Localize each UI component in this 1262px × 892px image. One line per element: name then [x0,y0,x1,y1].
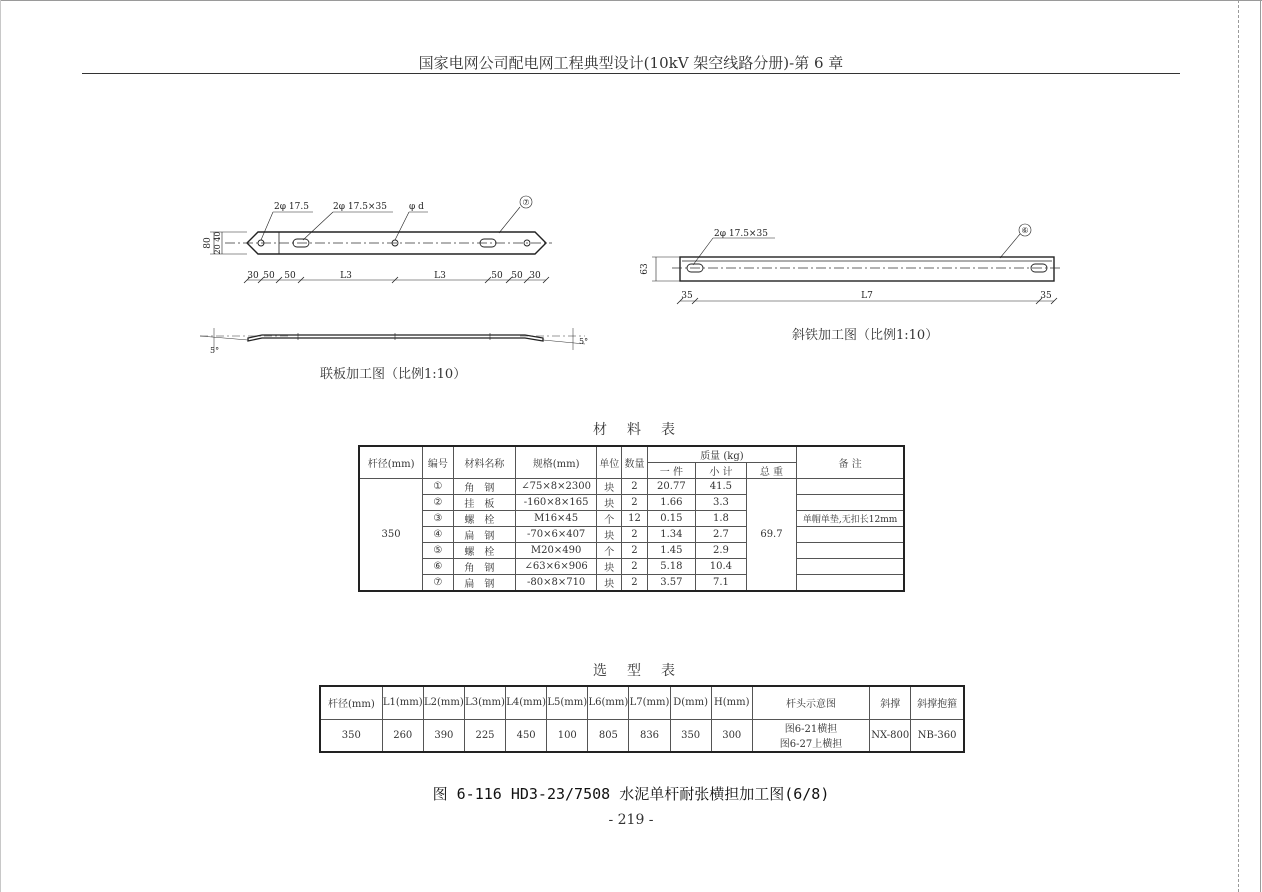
pole-dia-value: 350 [359,479,423,592]
angle-right: 5° [579,337,589,346]
dim-35-right: 35 [1040,291,1052,301]
cell-no: ① [423,479,453,495]
selection-header-row [320,686,964,719]
cell-name: 螺栓 [453,511,516,527]
value-cell: 225 [464,719,505,752]
header-cell: L3(mm) [464,686,505,719]
cell-each: 0.15 [647,511,696,527]
value-cell: 350 [320,719,382,752]
hole-label-2: 2φ 17.5×35 [333,202,387,212]
cell-spec: ∠63×6×906 [516,559,597,575]
header-cell: L2(mm) [423,686,464,719]
cell-sub: 41.5 [696,479,747,495]
cell-no: ⑦ [423,575,453,592]
cell-unit: 块 [597,479,622,495]
selection-table [319,685,965,753]
cell-no: ⑤ [423,543,453,559]
pole-head-cell [752,719,869,752]
value-cell: 390 [423,719,464,752]
header-subtotal: 小 计 [696,463,747,479]
cell-sub: 3.3 [696,495,747,511]
brace-clamp-cell: NB-360 [911,719,964,752]
header-unit: 单位 [597,446,622,479]
table-row [359,543,904,559]
dim-35-left: 35 [681,291,693,301]
cell-name: 扁钢 [453,575,516,592]
cell-no: ③ [423,511,453,527]
cell-name: 角钢 [453,479,516,495]
header-cell: H(mm) [711,686,752,719]
angle-left: 5° [210,346,220,355]
cell-sub: 2.9 [696,543,747,559]
cell-spec: -80×8×710 [516,575,597,592]
cell-no: ② [423,495,453,511]
cell-name: 挂板 [453,495,516,511]
cell-remark [797,527,904,543]
pole-head-line-1: 图6-21横担 [784,724,838,736]
value-cell: 300 [711,719,752,752]
cell-each: 1.45 [647,543,696,559]
cell-no: ⑥ [423,559,453,575]
cell-spec: M20×490 [516,543,597,559]
cell-spec: -160×8×165 [516,495,597,511]
cell-remark [797,543,904,559]
header-total: 总 重 [746,463,797,479]
dim-l3-left: L3 [340,271,352,281]
header-cell: 杆径(mm) [320,686,382,719]
table-row [359,511,904,527]
header-cell: L7(mm) [629,686,670,719]
value-cell: 260 [382,719,423,752]
figure-title: 图 6-116 HD3-23/7508 水泥单杆耐张横担加工图(6/8) [432,785,830,803]
table-row [359,527,904,543]
connecting-plate-drawing [200,196,588,355]
cell-spec: -70×6×407 [516,527,597,543]
dim-30-right: 30 [529,271,541,281]
pole-head-line-2: 图6-27上横担 [779,739,843,751]
table-row [359,575,904,592]
part-number-7: ⑦ [522,198,530,207]
cell-name: 扁钢 [453,527,516,543]
drawings [0,0,1262,400]
cell-remark [797,575,904,592]
dim-l3-right: L3 [434,271,446,281]
selection-data-row [320,719,964,752]
connecting-plate-caption: 联板加工图（比例1:10） [320,367,467,382]
header-cell: 杆头示意图 [752,686,869,719]
page-header-title: 国家电网公司配电网工程典型设计(10kV 架空线路分册)-第 6 章 [418,54,844,72]
cell-qty: 2 [622,575,647,592]
cell-qty: 2 [622,559,647,575]
header-qty: 数量 [622,446,647,479]
cell-remark [797,559,904,575]
dim-80: 80 [203,237,213,249]
hole-label: 2φ 17.5×35 [714,229,768,239]
cell-sub: 7.1 [696,575,747,592]
cell-qty: 2 [622,527,647,543]
header-cell: L5(mm) [547,686,588,719]
cell-remark [797,479,904,495]
cell-qty: 2 [622,479,647,495]
header-cell: L1(mm) [382,686,423,719]
cell-no: ④ [423,527,453,543]
dim-63: 63 [640,263,650,275]
cell-unit: 块 [597,495,622,511]
cell-each: 3.57 [647,575,696,592]
dim-30-left: 30 [247,271,259,281]
cell-each: 1.34 [647,527,696,543]
header-remark: 备 注 [797,446,904,479]
header-cell: D(mm) [670,686,711,719]
cell-name: 角钢 [453,559,516,575]
diagonal-iron-drawing [640,224,1062,304]
value-cell: 100 [547,719,588,752]
cell-name: 螺栓 [453,543,516,559]
value-cell: 836 [629,719,670,752]
value-cell: 350 [670,719,711,752]
hole-label-3: φ d [409,202,424,212]
hole-label-1: 2φ 17.5 [274,202,309,212]
table-row [359,479,904,495]
cell-each: 5.18 [647,559,696,575]
value-cell: 805 [588,719,629,752]
cell-sub: 10.4 [696,559,747,575]
total-weight: 69.7 [746,479,797,592]
cell-unit: 块 [597,575,622,592]
table-row [359,559,904,575]
dim-50-2: 50 [284,271,296,281]
cell-sub: 2.7 [696,527,747,543]
table-row [359,495,904,511]
diagonal-iron-caption: 斜铁加工图（比例1:10） [792,328,939,343]
cell-unit: 个 [597,543,622,559]
header-mass: 质量 (kg) [647,446,797,463]
cell-each: 20.77 [647,479,696,495]
value-cell: 450 [506,719,547,752]
cell-unit: 个 [597,511,622,527]
cell-spec: M16×45 [516,511,597,527]
cell-remark [797,495,904,511]
dim-50-3: 50 [491,271,503,281]
cell-remark: 单帽单垫,无扣长12mm [797,511,904,527]
materials-table-title: 材料表 [593,422,695,438]
cell-unit: 块 [597,527,622,543]
header-each: 一 件 [647,463,696,479]
cell-qty: 2 [622,543,647,559]
selection-table-title: 选型表 [593,663,695,679]
cell-each: 1.66 [647,495,696,511]
cell-qty: 12 [622,511,647,527]
dim-l7: L7 [861,291,873,301]
materials-table [358,445,905,592]
header-cell: 斜撑 [870,686,911,719]
header-pole-dia: 杆径(mm) [359,446,423,479]
header-name: 材料名称 [453,446,516,479]
header-cell: 斜撑抱箍 [911,686,964,719]
cell-unit: 块 [597,559,622,575]
cell-spec: ∠75×8×2300 [516,479,597,495]
brace-cell: NX-800 [870,719,911,752]
header-cell: L4(mm) [506,686,547,719]
page-number: - 219 - [608,812,654,828]
dim-50-4: 50 [511,271,523,281]
cell-sub: 1.8 [696,511,747,527]
dim-20-40: 20 40 [213,231,222,255]
cell-qty: 2 [622,495,647,511]
header-no: 编号 [423,446,453,479]
dim-50-1: 50 [263,271,275,281]
part-number-6: ⑥ [1021,226,1029,235]
header-cell: L6(mm) [588,686,629,719]
header-spec: 规格(mm) [516,446,597,479]
